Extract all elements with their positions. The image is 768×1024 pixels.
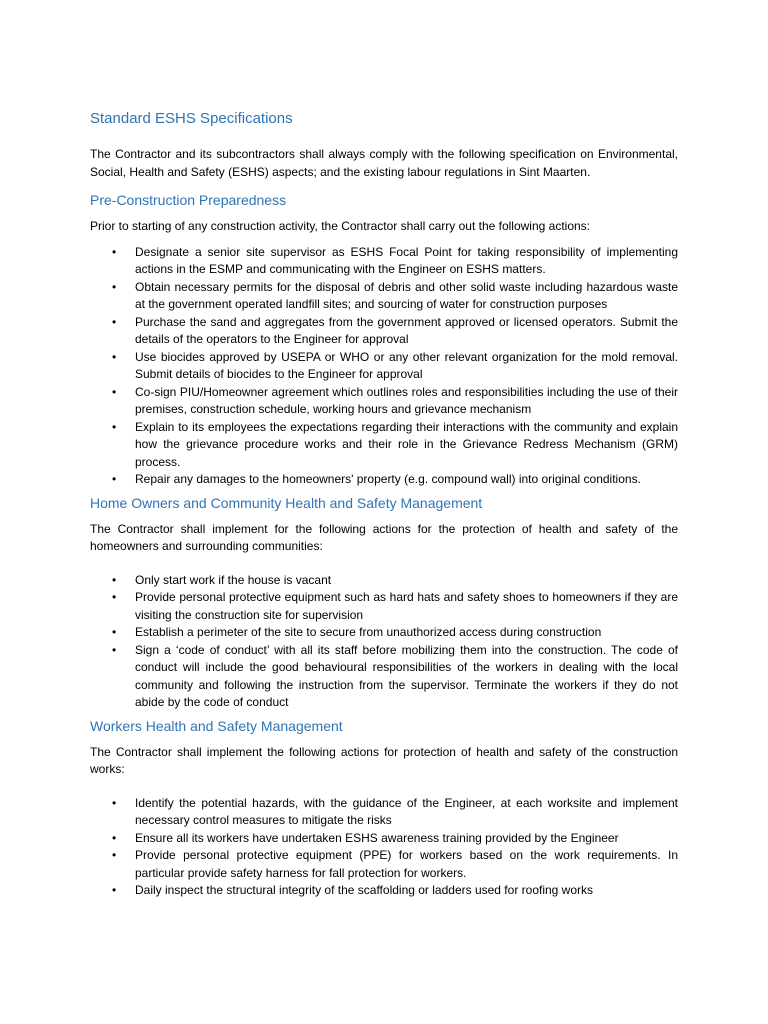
bullet-icon: • [112,830,117,845]
intro-paragraph: The Contractor and its subcontractors shall always comply with the following specification on Environmental, Social, Health and Safety (ESHS) aspects; and the existing labour regulations in Sint Maarten. [90,147,678,179]
list-item: • Daily inspect the structural integrity of the scaffolding or ladders used for roofing works [90,882,678,900]
bullet-icon: • [112,279,117,294]
bullet-icon: • [112,625,117,639]
list-item: • Obtain necessary permits for the disposal of debris and other solid waste including hazardous waste at the government operated landfill sites; and sourcing of water for construction purposes [112,279,678,311]
bullet-icon: • [112,883,117,897]
section-lead-pre-construction: Prior to starting of any construction activity, the Contractor shall carry out the following actions: [90,219,591,233]
list-item: • Establish a perimeter of the site to secure from unauthorized access during construction [90,624,678,642]
document-page [90,108,678,903]
bullet-list-pre-construction [90,244,678,489]
document-title: Standard ESHS Specifications [90,110,293,127]
bullet-icon: • [112,642,117,657]
section-heading-community-health-safety: Home Owners and Community Health and Safety Management [90,494,483,511]
list-item: • Provide personal protective equipment such as hard hats and safety shoes to homeowners if they are visiting the construction site for supervision [112,590,678,622]
list-item: • Repair any damages to the homeowners' property (e.g. compound wall) into original conditions. [90,471,678,489]
bullet-icon: • [112,795,117,810]
section-heading-workers-health-safety: Workers Health and Safety Management [90,717,343,734]
list-item: • Provide personal protective equipment (PPE) for workers based on the work requirements. In particular provide safety harness for fall protection for workers. [112,848,678,880]
list-item: • Identify the potential hazards, with the guidance of the Engineer, at each worksite and implement necessary control measures to mitigate the risks [112,795,678,827]
section-lead-community-health-safety: The Contractor shall implement for the following actions for the protection of health and safety of the homeowners and surrounding communities: [90,521,678,553]
bullet-icon: • [112,590,117,604]
bullet-icon: • [112,244,117,259]
bullet-icon: • [112,572,117,587]
bullet-icon: • [112,848,117,862]
bullet-icon: • [112,349,117,364]
list-item: • Designate a senior site supervisor as ESHS Focal Point for taking responsibility of implementing actions in the ESMP and communicating with the Engineer on ESHS matters. [112,244,678,276]
list-item: • Use biocides approved by USEPA or WHO or any other relevant organization for the mold removal. Submit details of biocides to the Engineer for approval [112,349,678,381]
bullet-icon: • [112,419,117,434]
section-lead-workers-health-safety: The Contractor shall implement the following actions for protection of health and safety of the construction works: [90,744,678,776]
section-heading-pre-construction: Pre-Construction Preparedness [90,192,287,208]
list-item: • Only start work if the house is vacant [90,572,678,590]
bullet-list-workers-health-safety [90,795,678,900]
list-item: • Ensure all its workers have undertaken ESHS awareness training provided by the Engineer [90,830,678,848]
bullet-list-community-health-safety [90,572,678,712]
bullet-icon: • [112,314,117,329]
list-item: • Co-sign PIU/Homeowner agreement which outlines roles and responsibilities including the use of their premises, construction schedule, working hours and grievance mechanism [112,384,678,416]
bullet-icon: • [112,472,117,486]
list-item: • Purchase the sand and aggregates from the government approved or licensed operators. Submit the details of the operators to the Engineer for approval [112,314,678,346]
list-item: • Sign a ‘code of conduct’ with all its staff before mobilizing them into the construction. The code of conduct will include the good behavioural responsibilities of the workers in dealing with the local community and following the instruction from the supervisor. Terminate the workers if they do not abide by the code of conduct [112,642,678,709]
list-item: • Explain to its employees the expectations regarding their interactions with the community and explain how the grievance procedure works and their role in the Grievance Redress Mechanism (GRM) process. [112,419,678,469]
bullet-icon: • [112,384,117,399]
